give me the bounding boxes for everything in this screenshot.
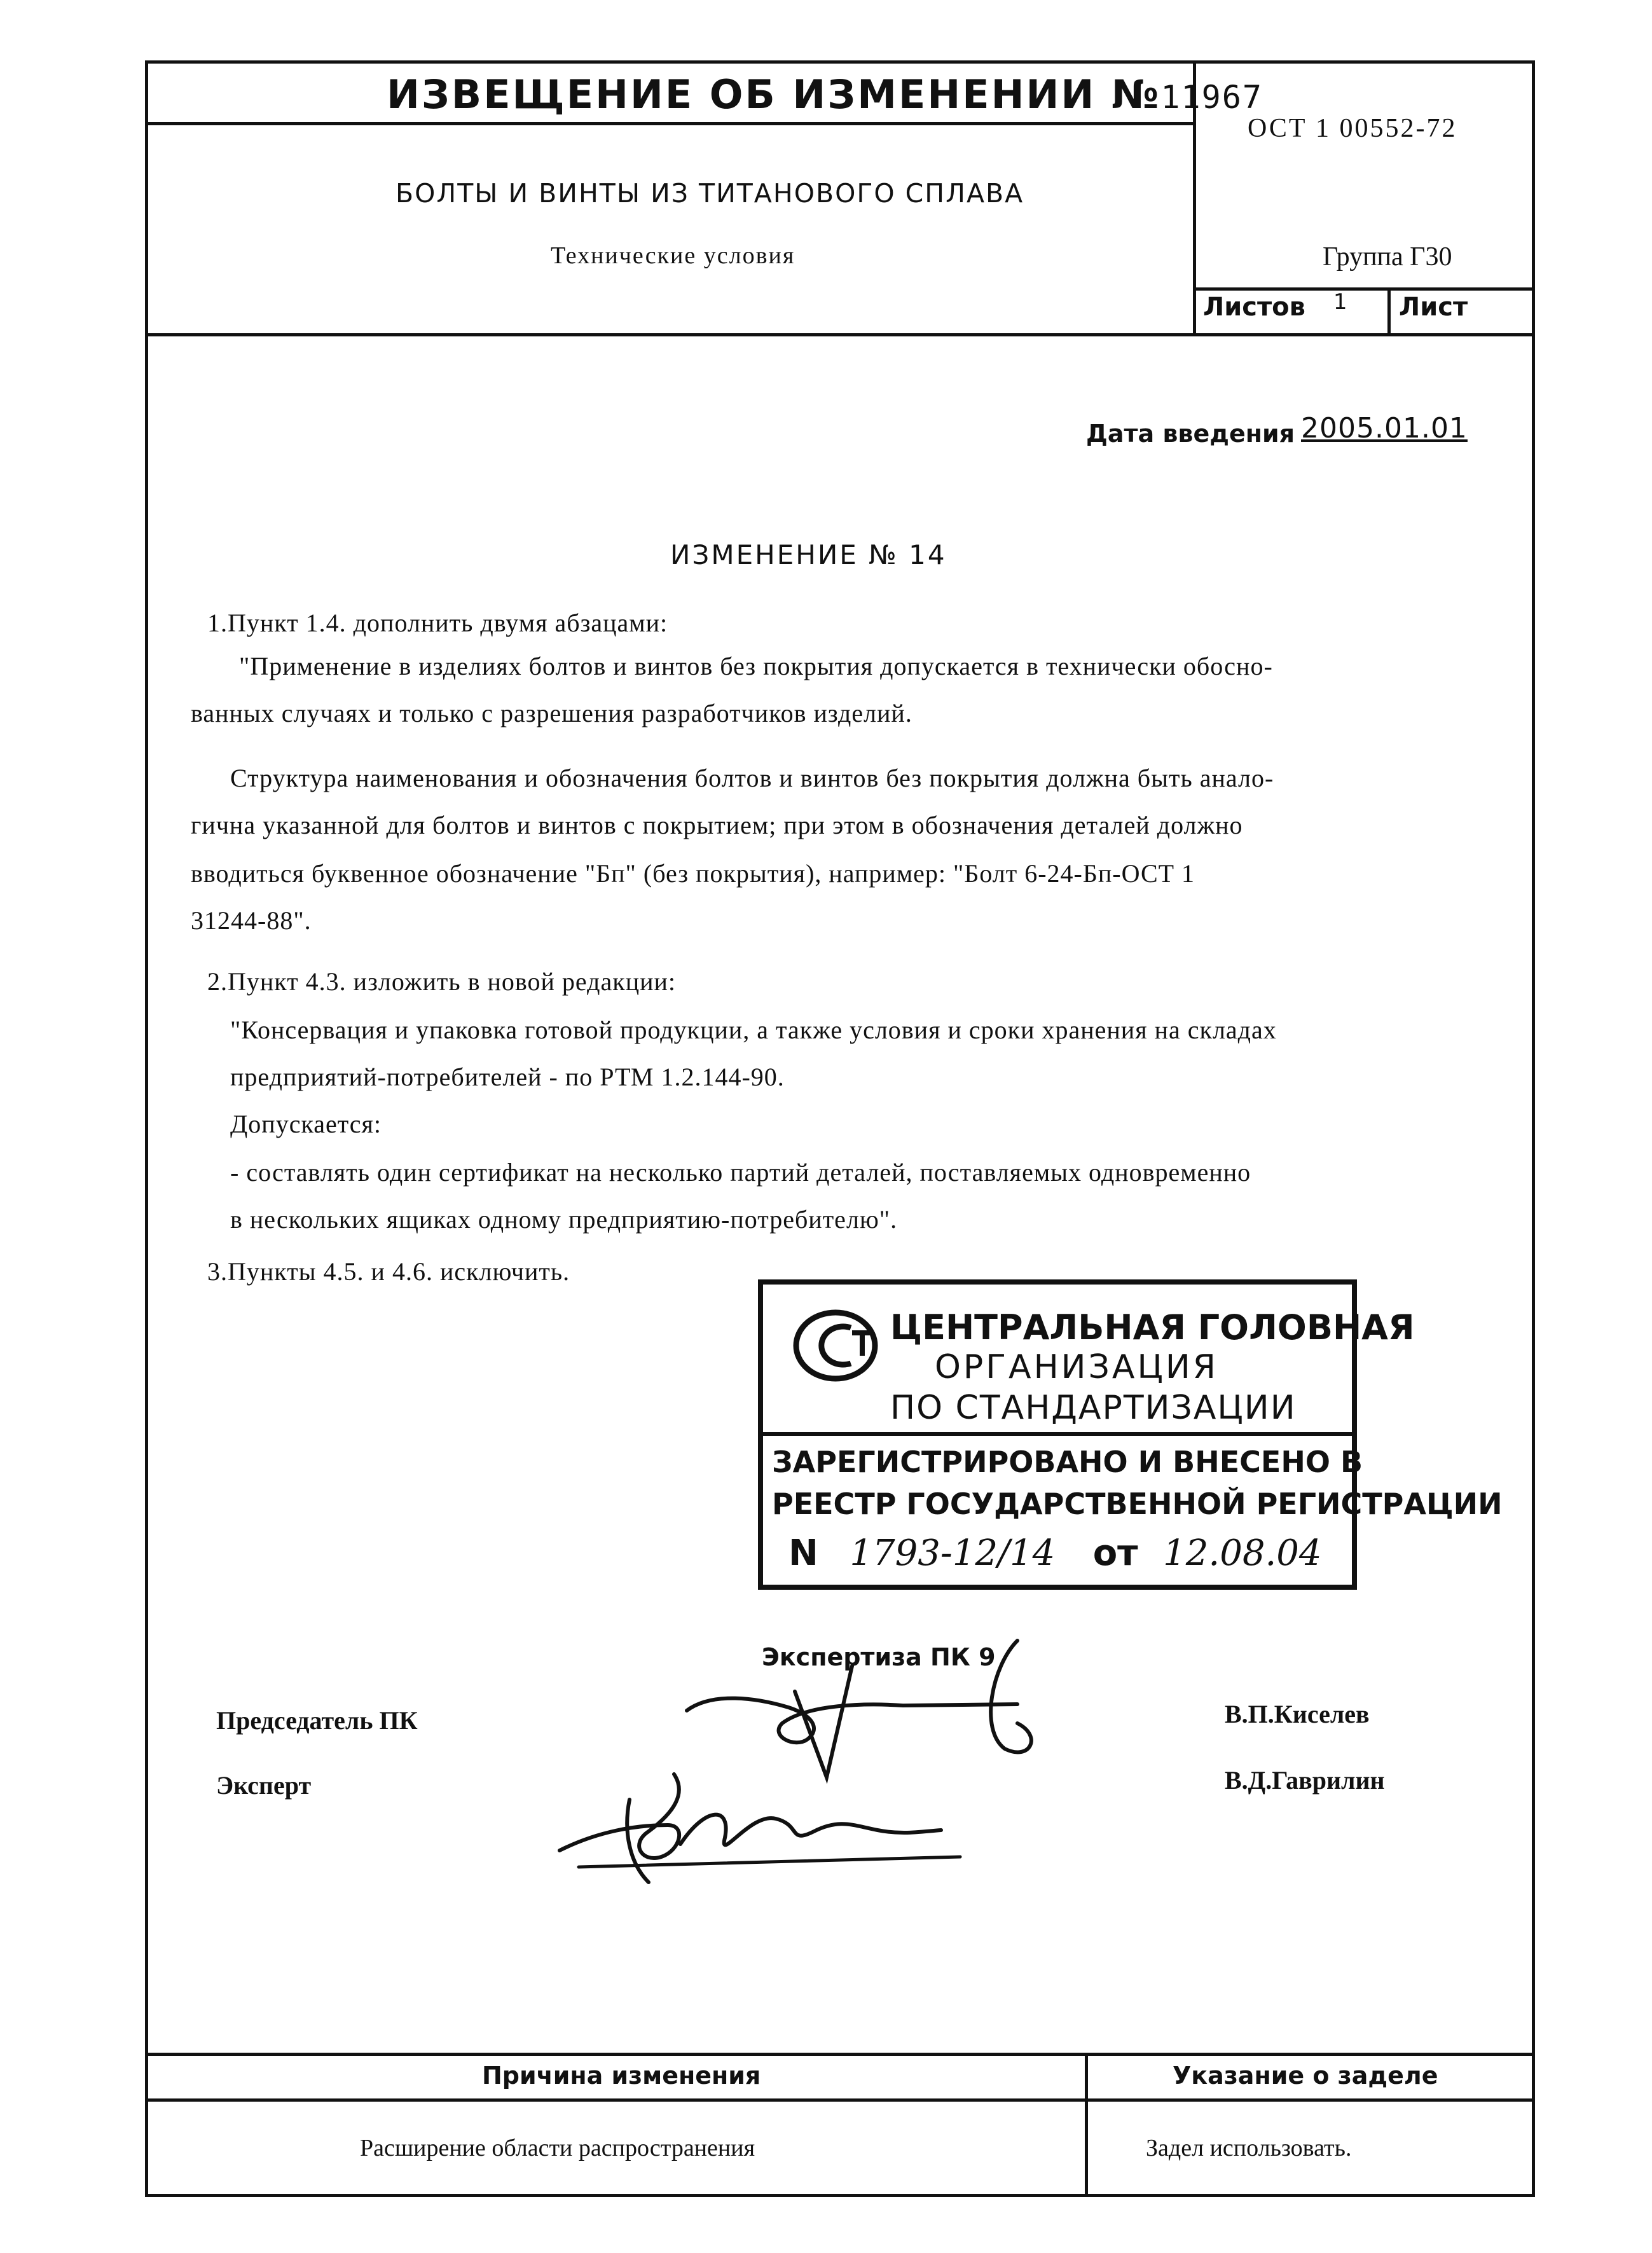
sheets-label-text: Листов [1203,293,1305,322]
body-line: Структура наименования и обозначения болтов и винтов без покрытия должна быть анало- [230,764,1274,792]
expert-role: Эксперт [216,1771,312,1800]
date-label: Дата введения [1086,420,1295,448]
notice-title [387,71,1263,118]
body-line: "Применение в изделиях болтов и винтов без покрытия допускается в технически обосно- [239,652,1273,680]
body-line: гична указанной для болтов и винтов с покрытием; при этом в обозначения деталей должно [191,811,1243,839]
body-line: 2.Пункт 4.3. изложить в новой редакции: [207,967,677,996]
chairman-name: В.П.Киселев [1225,1700,1370,1728]
sheets-label [1203,289,1347,322]
date-value: 2005.01.01 [1301,412,1468,444]
sheets-value: 1 [1333,289,1347,315]
stamp-line-1: ЦЕНТРАЛЬНАЯ ГОЛОВНАЯ [890,1307,1415,1347]
body-line: "Консервация и упаковка готовой продукции, а также условия и сроки хранения на складах [230,1016,1277,1044]
body-line: 1.Пункт 1.4. дополнить двумя абзацами: [207,609,668,637]
footer-divider [1085,2053,1088,2197]
expertise-label: Экспертиза ПК 9 [762,1643,996,1671]
stamp-number-value: 1793-12/14 [850,1533,1056,1574]
body-line: ванных случаях и только с разрешения разработчиков изделий. [191,699,912,727]
stamp-line-4: ЗАРЕГИСТРИРОВАНО И ВНЕСЕНО В [772,1445,1363,1479]
body-line: вводиться буквенное обозначение "Бп" (без покрытия), например: "Болт 6-24-Бп-ОСТ 1 [191,859,1195,888]
stamp-line-3: ПО СТАНДАРТИЗАЦИИ [890,1389,1297,1427]
reason-header: Причина изменения [482,2062,761,2090]
body-line: - составлять один сертификат на несколько партий деталей, поставляемых одновременно [230,1158,1251,1187]
footer-rule-top [145,2053,1535,2056]
stamp-date-label: от [1092,1533,1138,1574]
registration-stamp [758,1279,1503,1590]
footer-rule-mid [145,2098,1535,2102]
body-line: 3.Пункты 4.5. и 4.6. исключить. [207,1257,570,1286]
instruction-value: Задел использовать. [1146,2135,1352,2161]
standard-code: ОСТ 1 00552-72 [1248,114,1457,143]
body-line: Допускается: [230,1110,382,1138]
group-label: Группа Г30 [1323,242,1452,272]
doc-title: БОЛТЫ И ВИНТЫ ИЗ ТИТАНОВОГО СПЛАВА [396,178,1024,209]
doc-subtitle: Технические условия [551,242,795,269]
stamp-line-5: РЕЕСТР ГОСУДАРСТВЕННОЙ РЕГИСТРАЦИИ [772,1487,1503,1521]
stamp-number-label: N [788,1533,818,1574]
sheets-row-rule [1193,287,1535,291]
stamp-number-row [788,1533,1322,1574]
sheet-label: Лист [1399,293,1468,322]
notice-number: 11967 [1160,79,1263,116]
change-title: ИЗМЕНЕНИЕ № 14 [670,539,947,570]
notice-title-text: ИЗВЕЩЕНИЕ ОБ ИЗМЕНЕНИИ № [387,71,1161,118]
sheets-cell-divider [1387,287,1391,335]
stamp-line-2: ОРГАНИЗАЦИЯ [935,1348,1218,1386]
reason-value: Расширение области распространения [360,2135,755,2161]
standards-logo-icon [790,1305,885,1388]
body-line: в нескольких ящиках одному предприятию-потребителю". [230,1205,898,1234]
chairman-role: Председатель ПК [216,1706,418,1735]
expert-signature [521,1755,979,1895]
expert-name: В.Д.Гаврилин [1225,1766,1385,1795]
stamp-date-value: 12.08.04 [1163,1533,1322,1574]
instruction-header: Указание о заделе [1173,2062,1438,2090]
stamp-inner-rule [763,1432,1352,1436]
header-rule-bottom [145,333,1535,336]
header-rule-top [145,122,1195,125]
body-line: 31244-88". [191,906,312,935]
body-line: предприятий-потребителей - по РТМ 1.2.144-90. [230,1063,785,1091]
